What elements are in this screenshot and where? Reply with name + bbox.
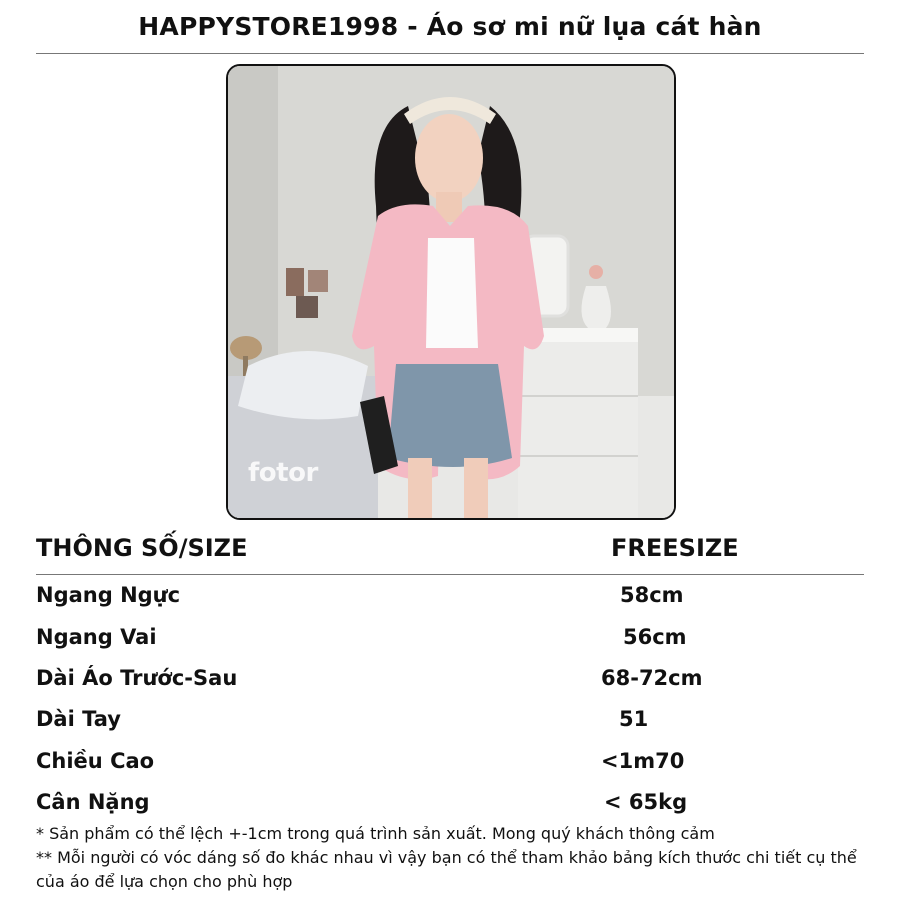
spec-row-value: <1m70 (601, 749, 685, 773)
spec-row-label: Dài Tay (36, 707, 121, 731)
page-title: HAPPYSTORE1998 - Áo sơ mi nữ lụa cát hàn (138, 12, 762, 41)
note-tolerance: * Sản phẩm có thể lệch +-1cm trong quá trình sản xuất. Mong quý khách thông cảm (36, 824, 715, 843)
spec-header-divider (36, 574, 864, 575)
spec-row (36, 707, 864, 737)
watermark-text: fotor (248, 458, 318, 488)
spec-row (36, 625, 864, 655)
spec-row-label: Chiều Cao (36, 749, 155, 773)
spec-header-label: THÔNG SỐ/SIZE (36, 534, 248, 562)
spec-row (36, 749, 864, 779)
spec-row-value: 51 (619, 707, 649, 731)
spec-row (36, 790, 864, 820)
spec-row-value: 68-72cm (601, 666, 703, 690)
spec-row (36, 583, 864, 613)
note-size-advice: ** Mỗi người có vóc dáng số đo khác nhau vì vậy bạn có thể tham khảo bảng kích thước chi tiết cụ thể của áo để lựa chọn cho phù hợp (36, 848, 857, 891)
spec-header-size: FREESIZE (611, 534, 739, 562)
spec-row-value: < 65kg (604, 790, 688, 814)
spec-row-label: Cân Nặng (36, 790, 150, 814)
spec-row-label: Ngang Ngực (36, 583, 181, 607)
spec-row (36, 666, 864, 696)
product-photo[interactable] (226, 64, 676, 520)
spec-row-value: 56cm (623, 625, 687, 649)
spec-row-label: Dài Áo Trước-Sau (36, 666, 238, 690)
spec-row-value: 58cm (620, 583, 684, 607)
product-photo-illustration (228, 66, 674, 518)
spec-row-label: Ngang Vai (36, 625, 157, 649)
title-divider (36, 53, 864, 54)
